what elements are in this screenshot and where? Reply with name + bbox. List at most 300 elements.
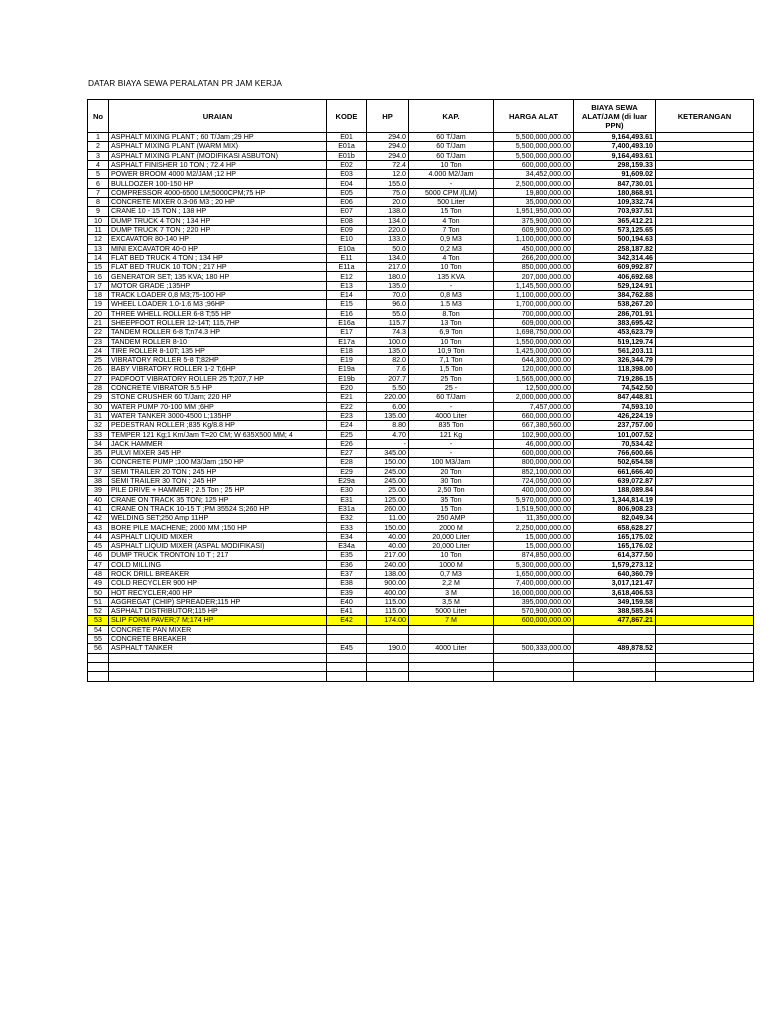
cell-biaya-sewa: 1,344,814.19 [574,495,656,504]
cell-biaya-sewa: 388,585.84 [574,607,656,616]
cell-uraian: BABY VIBRATORY ROLLER 1-2 T;6HP [109,365,327,374]
cell-harga-alat: 12,500,000.00 [494,384,574,393]
cell-no: 33 [88,430,109,439]
table-row [88,346,754,355]
cell-kap: 60 T/Jam [409,133,494,142]
cell-biaya-sewa: 561,203.11 [574,346,656,355]
cell-hp: 135.00 [367,411,409,420]
cell-harga-alat: 5,500,000,000.00 [494,133,574,142]
table-row [88,188,754,197]
cell-uraian: ROCK DRILL BREAKER [109,569,327,578]
cell-keterangan [656,365,754,374]
cell-hp: 70.0 [367,291,409,300]
cell-hp: 135.0 [367,346,409,355]
cell-hp: 125.00 [367,495,409,504]
cell-kode: E25 [327,430,367,439]
cell-keterangan [656,402,754,411]
cell-biaya-sewa: 1,579,273.12 [574,560,656,569]
cell-kap: 4 Ton [409,253,494,262]
cell-uraian: CRANE 10 - 15 TON ; 138 HP [109,207,327,216]
cell-uraian: MOTOR GRADE ;135HP [109,281,327,290]
cell-no [88,662,109,671]
cell-kap: 13 Ton [409,318,494,327]
table-row [88,635,754,644]
cell-kap: 4.000 M2/Jam [409,170,494,179]
cell-keterangan [656,142,754,151]
cell-keterangan [656,393,754,402]
header-keterangan: KETERANGAN [656,100,754,133]
cell-no: 17 [88,281,109,290]
table-row [88,374,754,383]
cell-uraian: MINI EXCAVATOR 40-0 HP [109,244,327,253]
cell-keterangan [656,188,754,197]
cell-kap: 10,9 Ton [409,346,494,355]
cell-biaya-sewa: 180,868.91 [574,188,656,197]
cell-kode [327,635,367,644]
cell-harga-alat: 1,698,750,000.00 [494,328,574,337]
cell-keterangan [656,300,754,309]
cell-biaya-sewa: 258,187.82 [574,244,656,253]
cell-biaya-sewa: 3,017,121.47 [574,579,656,588]
cell-no: 4 [88,160,109,169]
cell-keterangan [656,374,754,383]
cell-uraian: CONCRETE VIBRATOR 5.5 HP [109,384,327,393]
table-row [88,384,754,393]
cell-keterangan [656,253,754,262]
cell-kap: 6,9 Ton [409,328,494,337]
cell-harga-alat: 120,000,000.00 [494,365,574,374]
cell-hp: 174.00 [367,616,409,625]
cell-kap: - [409,179,494,188]
cell-hp: 82.0 [367,356,409,365]
cell-no [88,672,109,681]
cell-kap: 5000 CPM /(LM) [409,188,494,197]
cell-kode: E14 [327,291,367,300]
cell-uraian: BORE PILE MACHENE; 2000 MM ;150 HP [109,523,327,532]
table-row [88,588,754,597]
cell-kode: E02 [327,160,367,169]
cell-biaya-sewa: 383,695.42 [574,318,656,327]
cell-hp: - [367,439,409,448]
cell-kap: 10 Ton [409,551,494,560]
cell-keterangan [656,588,754,597]
header-hp: HP [367,100,409,133]
cell-kap: 35 Ton [409,495,494,504]
table-row [88,579,754,588]
cell-no: 20 [88,309,109,318]
cell-biaya-sewa: 109,332.74 [574,198,656,207]
cell-kap: 20 Ton [409,467,494,476]
table-row [88,411,754,420]
table-row [88,244,754,253]
table-row [88,142,754,151]
cell-kap: 8.Ton [409,309,494,318]
cell-kap: 2000 M [409,523,494,532]
cell-uraian: BULLDOZER 100-150 HP [109,179,327,188]
cell-no: 50 [88,588,109,597]
table-row [88,365,754,374]
cell-kode: E16a [327,318,367,327]
cell-hp: 75.0 [367,188,409,197]
cell-harga-alat: 644,300,000.00 [494,356,574,365]
cell-harga-alat: 375,900,000.00 [494,216,574,225]
cell-hp: 138.0 [367,207,409,216]
cell-keterangan [656,616,754,625]
table-row [88,560,754,569]
cell-no: 55 [88,635,109,644]
cell-harga-alat: 667,380,560.00 [494,421,574,430]
cell-uraian: WATER TANKER 3000-4500 L;135HP [109,411,327,420]
cell-kode: E28 [327,458,367,467]
cell-kode: E01b [327,151,367,160]
table-row [88,318,754,327]
cell-hp: 96.0 [367,300,409,309]
cell-kode: E05 [327,188,367,197]
cell-keterangan [656,486,754,495]
cell-kap: 100 M3/Jam [409,458,494,467]
cell-biaya-sewa: 101,007.52 [574,430,656,439]
cell-uraian: STONE CRUSHER 60 T/Jam; 220 HP [109,393,327,402]
cell-hp: 294.0 [367,151,409,160]
table-row [88,458,754,467]
cell-keterangan [656,542,754,551]
cell-no: 8 [88,198,109,207]
cell-kap: 4 Ton [409,216,494,225]
cell-no: 54 [88,625,109,634]
cell-uraian: WELDING SET;250 Amp 11HP [109,514,327,523]
cell-no: 36 [88,458,109,467]
cell-kap: 60 T/Jam [409,142,494,151]
cell-biaya-sewa: 640,360.79 [574,569,656,578]
cell-harga-alat: 850,000,000.00 [494,263,574,272]
cell-kode: E32 [327,514,367,523]
cell-harga-alat [494,625,574,634]
cell-harga-alat: 660,000,000.00 [494,411,574,420]
cell-kap [409,635,494,644]
cell-kode: E13 [327,281,367,290]
cell-kap: 1.5 M3 [409,300,494,309]
cell-hp: 20.0 [367,198,409,207]
cell-hp: 190.0 [367,644,409,653]
cell-harga-alat: 395,000,000.00 [494,597,574,606]
cell-harga-alat: 874,850,000.00 [494,551,574,560]
cell-uraian: THREE WHELL ROLLER 6-8 T;55 HP [109,309,327,318]
cell-kap: 3,5 M [409,597,494,606]
cell-kap: 121 Kg [409,430,494,439]
cell-biaya-sewa: 326,344.79 [574,356,656,365]
cell-biaya-sewa: 9,164,493.61 [574,151,656,160]
cell-hp: 240.00 [367,560,409,569]
header-harga-alat: HARGA ALAT [494,100,574,133]
cell-uraian: SEMI TRAILER 30 TON ; 245 HP [109,476,327,485]
cell-kode: E12 [327,272,367,281]
cell-keterangan [656,384,754,393]
cell-no: 37 [88,467,109,476]
cell-biaya-sewa [574,635,656,644]
cell-uraian: WHEEL LOADER 1.0-1.6 M3 ;96HP [109,300,327,309]
cell-kode [327,672,367,681]
cell-kode [327,662,367,671]
table-row [88,309,754,318]
cell-no: 39 [88,486,109,495]
cell-no: 27 [88,374,109,383]
cell-uraian: DUMP TRUCK 4 TON ; 134 HP [109,216,327,225]
cell-no: 15 [88,263,109,272]
cell-biaya-sewa: 500,194.63 [574,235,656,244]
cell-kode: E15 [327,300,367,309]
cell-uraian: ASPHALT FINISHER 10 TON ; 72.4 HP [109,160,327,169]
cell-biaya-sewa: 3,618,406.53 [574,588,656,597]
cell-biaya-sewa: 766,600.66 [574,449,656,458]
cell-kode: E17 [327,328,367,337]
cell-kap: 25 - [409,384,494,393]
table-row [88,151,754,160]
cell-harga-alat: 500,333,000.00 [494,644,574,653]
cell-keterangan [656,672,754,681]
table-row [88,551,754,560]
table-row [88,263,754,272]
table-row [88,542,754,551]
cell-kap: - [409,449,494,458]
table-row [88,179,754,188]
cell-biaya-sewa: 384,762.88 [574,291,656,300]
cell-no [88,653,109,662]
cell-biaya-sewa: 529,124.91 [574,281,656,290]
cell-kap: 0,9 M3 [409,235,494,244]
cell-kap: 2,2 M [409,579,494,588]
cell-keterangan [656,291,754,300]
cell-uraian: EXCAVATOR 80-140 HP [109,235,327,244]
cell-kode: E19b [327,374,367,383]
table-body [88,133,754,682]
cell-harga-alat [494,662,574,671]
cell-no: 51 [88,597,109,606]
cell-harga-alat: 570,900,000.00 [494,607,574,616]
cell-no: 5 [88,170,109,179]
cell-kode: E31a [327,504,367,513]
cell-kap: 15 Ton [409,504,494,513]
cell-hp: 55.0 [367,309,409,318]
cell-uraian: CONCRETE BREAKER [109,635,327,644]
table-row [88,439,754,448]
cell-uraian: COMPRESSOR 4000-6500 LM;5000CPM;75 HP [109,188,327,197]
cell-uraian: PILE DRIVE + HAMMER ; 2.5 Ton ; 25 HP [109,486,327,495]
cell-uraian: WATER PUMP 70-100 MM ;6HP [109,402,327,411]
cell-no: 7 [88,188,109,197]
cell-uraian: SLIP FORM PAVER;7 M;174 HP [109,616,327,625]
table-row [88,532,754,541]
cell-biaya-sewa: 74,593.10 [574,402,656,411]
cell-kode: E22 [327,402,367,411]
cell-kode: E38 [327,579,367,588]
cell-uraian: HOT RECYCLER;400 HP [109,588,327,597]
table-row [88,272,754,281]
cell-keterangan [656,635,754,644]
cell-uraian: SEMI TRAILER 20 TON ; 245 HP [109,467,327,476]
cell-no: 44 [88,532,109,541]
cell-keterangan [656,225,754,234]
table-row [88,160,754,169]
cell-hp: 134.0 [367,216,409,225]
cell-kap: 4000 Liter [409,411,494,420]
cell-keterangan [656,644,754,653]
table-row [88,337,754,346]
cell-keterangan [656,235,754,244]
cell-uraian: GENERATOR SET; 135 KVA; 180 HP [109,272,327,281]
cell-harga-alat: 1,700,000,000.00 [494,300,574,309]
cell-harga-alat: 1,951,950,000.00 [494,207,574,216]
table-row [88,421,754,430]
cell-harga-alat: 609,900,000.00 [494,225,574,234]
table-row [88,133,754,142]
cell-kap: 3 M [409,588,494,597]
cell-kap: 0,7 M3 [409,569,494,578]
cell-kode: E29a [327,476,367,485]
cell-kode: E06 [327,198,367,207]
cell-hp: 50.0 [367,244,409,253]
cell-hp: 7.6 [367,365,409,374]
cell-keterangan [656,607,754,616]
cell-no: 47 [88,560,109,569]
cell-kap: 135 KVA [409,272,494,281]
cell-kode: E07 [327,207,367,216]
cell-no: 40 [88,495,109,504]
cell-harga-alat: 15,000,000.00 [494,532,574,541]
cell-harga-alat: 800,000,000.00 [494,458,574,467]
cell-uraian: CONCRETE PUMP ;100 M3/Jam ;150 HP [109,458,327,467]
cell-harga-alat: 7,400,000,000.00 [494,579,574,588]
cell-kode: E18 [327,346,367,355]
cell-keterangan [656,346,754,355]
cell-keterangan [656,309,754,318]
cell-harga-alat: 1,519,500,000.00 [494,504,574,513]
cell-kode: E17a [327,337,367,346]
cell-keterangan [656,579,754,588]
cell-uraian: JACK HAMMER [109,439,327,448]
cell-uraian: AGGREGAT (CHIP) SPREADER;115 HP [109,597,327,606]
cell-harga-alat: 5,500,000,000.00 [494,151,574,160]
cell-kode: E04 [327,179,367,188]
cell-harga-alat: 1,425,000,000.00 [494,346,574,355]
table-row [88,253,754,262]
cell-hp: 135.0 [367,281,409,290]
cell-biaya-sewa: 538,267.20 [574,300,656,309]
cell-hp: 25.00 [367,486,409,495]
cell-hp: 220.0 [367,225,409,234]
cell-harga-alat: 35,000,000.00 [494,198,574,207]
cell-hp: 345.00 [367,449,409,458]
cell-uraian: ASPHALT LIQUID MIXER [109,532,327,541]
cell-biaya-sewa: 573,125.65 [574,225,656,234]
cell-biaya-sewa: 719,286.15 [574,374,656,383]
cell-hp: 115.00 [367,597,409,606]
cell-no: 18 [88,291,109,300]
cell-no: 53 [88,616,109,625]
cell-keterangan [656,328,754,337]
cell-harga-alat: 5,970,000,000.00 [494,495,574,504]
cell-no: 2 [88,142,109,151]
table-row [88,328,754,337]
cell-kap: 7,1 Ton [409,356,494,365]
cell-kode: E08 [327,216,367,225]
cell-harga-alat: 1,100,000,000.00 [494,235,574,244]
cell-kode: E11 [327,253,367,262]
table-row [88,449,754,458]
cell-harga-alat: 102,900,000.00 [494,430,574,439]
cell-biaya-sewa: 9,164,493.61 [574,133,656,142]
cell-kode: E10a [327,244,367,253]
table-row [88,198,754,207]
cell-kap: 60 T/Jam [409,151,494,160]
cell-keterangan [656,625,754,634]
cell-biaya-sewa: 406,692.68 [574,272,656,281]
cell-keterangan [656,523,754,532]
cell-uraian [109,662,327,671]
cell-no: 3 [88,151,109,160]
cell-harga-alat: 46,000,000.00 [494,439,574,448]
cell-hp [367,672,409,681]
cell-biaya-sewa: 349,159.58 [574,597,656,606]
cell-kap: 250 AMP [409,514,494,523]
cell-hp: 133.0 [367,235,409,244]
cell-harga-alat: 7,457,000.00 [494,402,574,411]
header-kap: KAP. [409,100,494,133]
table-row [88,467,754,476]
cell-no: 38 [88,476,109,485]
cell-no: 52 [88,607,109,616]
cell-keterangan [656,263,754,272]
cell-keterangan [656,551,754,560]
cell-harga-alat: 266,200,000.00 [494,253,574,262]
cell-biaya-sewa [574,653,656,662]
cell-keterangan [656,495,754,504]
cell-biaya-sewa [574,672,656,681]
cell-hp: 217.00 [367,551,409,560]
cell-kap: 60 T/Jam [409,393,494,402]
table-row [88,486,754,495]
cell-keterangan [656,439,754,448]
cell-kode: E27 [327,449,367,458]
cell-hp: 220.00 [367,393,409,402]
cell-kap: 25 Ton [409,374,494,383]
cell-kap: 4000 Liter [409,644,494,653]
table-row [88,430,754,439]
cell-no: 42 [88,514,109,523]
cell-biaya-sewa: 614,377.50 [574,551,656,560]
cell-harga-alat: 1,550,000,000.00 [494,337,574,346]
cell-kode: E33 [327,523,367,532]
cell-no: 12 [88,235,109,244]
cell-kap: 20,000 Liter [409,532,494,541]
cell-kap: 835 Ton [409,421,494,430]
cell-hp: 400.00 [367,588,409,597]
cell-kode [327,653,367,662]
cell-uraian: DUMP TRUCK 7 TON ; 220 HP [109,225,327,234]
cell-no: 19 [88,300,109,309]
cell-biaya-sewa: 342,314.46 [574,253,656,262]
cell-uraian: CONCRETE PAN MIXER [109,625,327,634]
cell-hp: 4.70 [367,430,409,439]
cell-uraian: TANDEM ROLLER 6-8 T;n74.3 HP [109,328,327,337]
cell-hp: 294.0 [367,133,409,142]
cell-harga-alat: 852,100,000.00 [494,467,574,476]
cell-uraian: COLD MILLING [109,560,327,569]
cell-keterangan [656,421,754,430]
cell-kode: E11a [327,263,367,272]
cell-uraian: ASPHALT LIQUID MIXER (ASPAL MODIFIKASI) [109,542,327,551]
cell-hp: 6.00 [367,402,409,411]
cell-kap: 10 Ton [409,263,494,272]
